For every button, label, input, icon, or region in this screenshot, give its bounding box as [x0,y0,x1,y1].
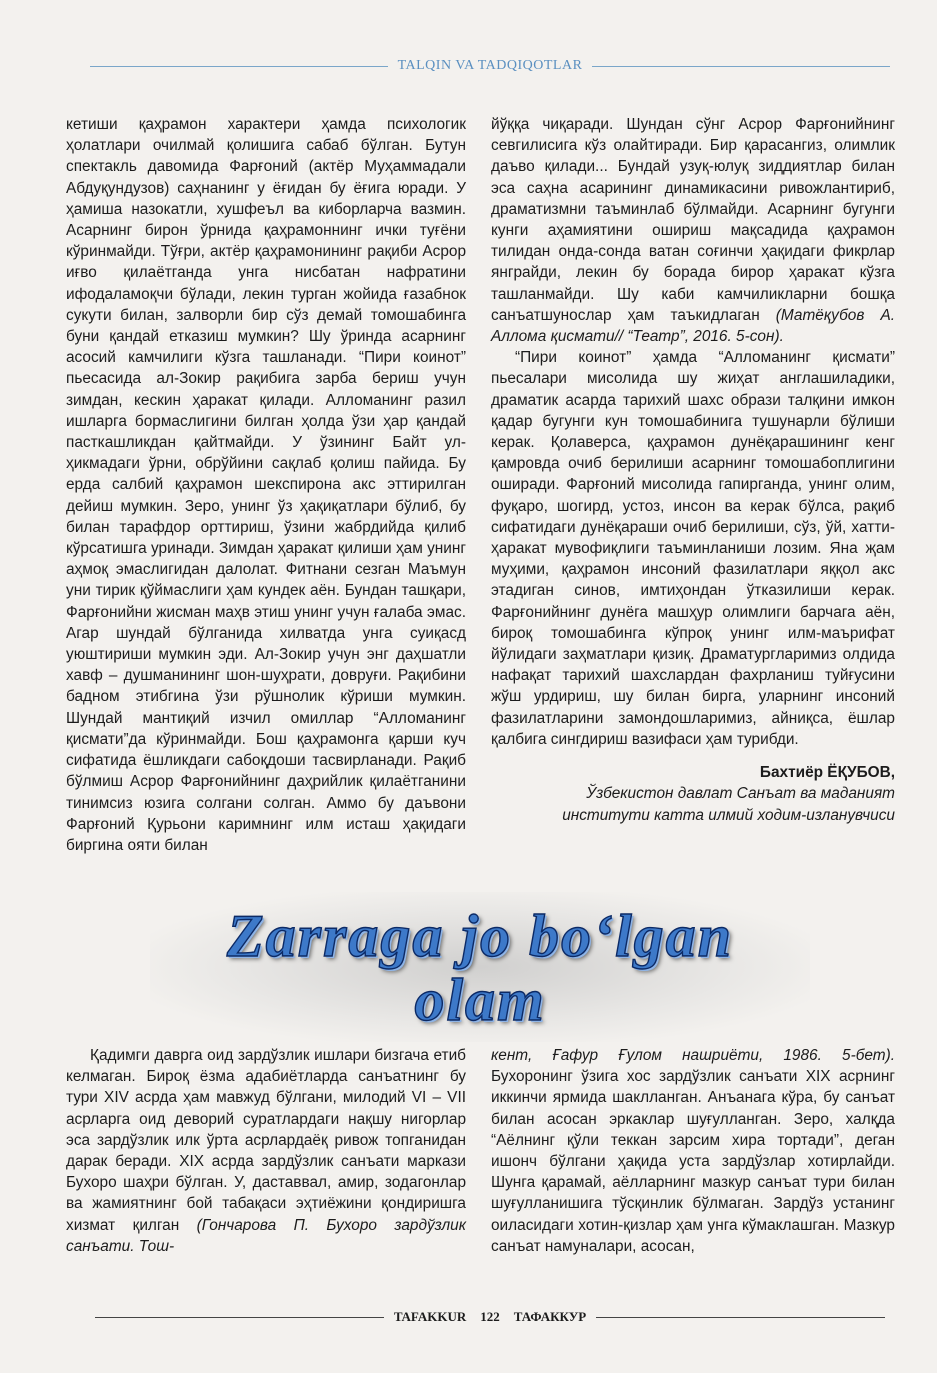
article2-title-line2: olam [414,967,546,1033]
article2-paragraph [66,1045,466,1257]
article2-left-column [66,1045,466,1257]
footer-rule-right [596,1317,885,1318]
article2-citation-end: кент, Ғафур Ғулом нашриёти, 1986. 5-бет). [491,1047,895,1064]
author-role-line1: Ўзбекистон давлат Санъат ва маданият [586,785,895,803]
article2-right-column [491,1045,895,1257]
footer-journal-cyrillic: ТАФАККУР [513,1309,587,1324]
running-header [90,56,890,76]
page-footer [95,1308,885,1326]
author-name: Бахтиёр ЁҚУБОВ, [759,764,895,782]
article2-text: Қадимги даврга оид зардўзлик ишлари бизгача етиб келмаган. Бироқ ёзма адабиётларда санъатнинг бу тури XIV асрда ҳам мавжуд бўлгани, милодий VI – VII асрларга оид деворий суратлардаги нақшу нигорлар эса зардўзлик илк ўрта асрлардаёқ ривож топганидан дарак беради. XIX асрда зардўзлик санъати маркази Бухоро шаҳри бўлган. У, даставвал, амир, зодагонлар ва жамиятнинг бой табақаси эҳтиёжини қондиришга хизмат қилган [66,1047,466,1234]
footer-rule-left [95,1317,384,1318]
article2-title-line1: Zarraga jo bo‘lgan [226,903,734,969]
section-title: TALQIN VA TADQIQOTLAR [397,58,583,73]
article1-paragraph: “Пири коинот” ҳамда “Алломанинг қисмати” пьесалари мисолида шу жиҳат англашиладики, драматик асарда тарихий шахс образи талқини имкон қадар бугунги кун томошабинига тушунарли бўлиши керак. Қолаверса, қаҳрамон дунёқарашининг кенг қамровда очиб берилиши асарнинг томошабоплигини оширади. Фарғоний мисолида гапирганда, унинг олим, фуқаро, шогирд, устоз, инсон ва керак бўлса, рақиб сифатидаги дунёқараши очиб берилиши, сўз, ўй, хатти-ҳаракат мувофиқлиги таъминланиши лозим. Яна җам муҳими, қаҳрамон инсоний фазилатлари яққол акс этадиган синов, имтиҳондан ўтказилиши керак. Фарғонийнинг дунёга машҳур олимлиги барчага аён, бироқ томошабинга кўпроқ унинг илм-маърифат йўлидаги заҳматлари қизиқ. Драматургларимиз олдида нафақат тарихий шахслардан фахрланиш туйғусини жўш урдириш, шу билан бирга, уларнинг инсоний фазилатларини замондошларимиз, айниқса, ёшлар қалбига сингдириш вазифаси ҳам турибди. [491,349,895,748]
page-number: 122 [480,1309,500,1324]
article2-citation-start: (Гончарова П. Бухоро зардўзлик санъати. Тош- [66,1216,466,1255]
header-rule-left [90,66,388,67]
footer-text [394,1309,586,1325]
author-role-line2: институти катта илмий ходим-изланувчиси [562,806,895,824]
article1-paragraph: кетиши қаҳрамон характери ҳамда психологик ҳолатлари очилмай қолишига сабаб бўлган. Бутун спектакль давомида Фарғоний (актёр Муҳаммадали Абдуқундузов) саҳнанинг у ёғидан бу ёғига юради. У ҳамиша назокатли, хушфеъл ва киборларча вазмин. Асарнинг бирон ўрнида қаҳрамоннинг ички туғёни кўринмайди. Тўғри, актёр қаҳрамонининг рақиби Асрор иғво қилаётганда унга нисбатан нафратини ифодаламоқчи бўлади, лекин турган жойида ғазабнок сукути билан, залворли бир сўз демай томошабинга буни қандай етказиш мумкин? Шу ўринда асарнинг асосий камчилиги кўзга ташланади. “Пири коинот” пьесасида ал-Зокир рақибига зарба бериш учун зимдан, кескин ҳаракат қилади. Алломанинг разил ишларга бормаслигини билган ҳолда ўзи ҳар қандай пасткашликдан қайтмайди. У ўзининг Байт ул-ҳикмадаги ўрни, обрўйини сақлаб қолиш пайида. Бу ерда салбий қаҳрамон шекспирона акс эттирилган дейиш мумкин. Зеро, унинг ўз ҳақиқатлари бўлиб, бу билан тарафдор орттириш, ўзини жабрдийда қилиб кўрсатишга уринади. Зимдан ҳаракат қилиши ҳам унинг аҳмоқ эмаслигидан далолат. Фитнани сезган Маъмун уни тирик қўймаслиги ҳам кундек аён. Бундан ташқари, Фарғонийни жисман маҳв этиш унинг учун ғалаба эмас. Агар шундай бўлганида хилватда унга суиқасд уюштириши мумкин эди. Ал-Зокир учун энг даҳшатли хавф – душманининг шон-шуҳрати, довруғи. Рақибини бадном этибгина ўзи рўшнолик кўриши мумкин. Шундай мантиқий изчил омиллар “Алломанинг қисмати”да кўринмайди. Бош қаҳрамонга қарши куч сифатида ёшликдаги сабоқдоши тасвирланади. Рақиб бўлмиш Асрор Фарғонийнинг даҳрийлик қилаётганини тинимсиз юзига солгани солган. Аммо бу даъвони Фарғоний Қурьони каримнинг илм исташ ҳақидаги биргина ояти билан [66,116,466,854]
article1-text: йўққа чиқаради. Шундан сўнг Асрор Фарғонийнинг севгилисига кўз олайтиради. Бир қарасангиз, олимлик даъво қилади... Бундай узуқ-юлуқ зиддиятлар билан эса саҳна асарининг динамикасини ривожлантириб, драматизмни таъминлаб бўлмайди. Асарнинг бугунги кунги аҳамиятини ошириш мақсадида қаҳрамон тилидан онда-сонда ватан соғинчи ҳақидаги фикрлар янграйди, лекин бу борада бирор ҳаракат кўзга ташланмайди. Шу каби камчиликларни бошқа санъатшунослар ҳам таъкидлаган [491,116,895,324]
article1-citation: (Матёқубов А. Аллома қисмати// “Театр”, 2016. 5-сон). [491,306,895,346]
article2-title-banner [150,892,810,1042]
article1-paragraph [491,114,895,347]
header-rule-right [592,66,890,67]
footer-journal-latin: TAFAKKUR [393,1309,467,1324]
article1-right-column [491,114,895,826]
article1-left-column [66,114,466,856]
article2-paragraph [491,1045,895,1257]
article2-text: Бухоронинг ўзига хос зардўзлик санъати XIX асрнинг иккинчи ярмида шаклланган. Анъанага кўра, бу санъат билан асосан эркаклар шуғулланган. Зеро, халқда “Аёлнинг қўли теккан зарсим хира тортади”, деган ишонч бўлгани ҳақида уста зардўзлар хотирлайди. Шунга қарамай, аёлларнинг мазкур санъат тури билан шуғулланишига тўсқинлик бўлмаган. Зардўз устанинг оиласидаги хотин-қизлар ҳам унга кўмаклашган. Мазкур санъат намуналари, асосан, [491,1068,895,1255]
